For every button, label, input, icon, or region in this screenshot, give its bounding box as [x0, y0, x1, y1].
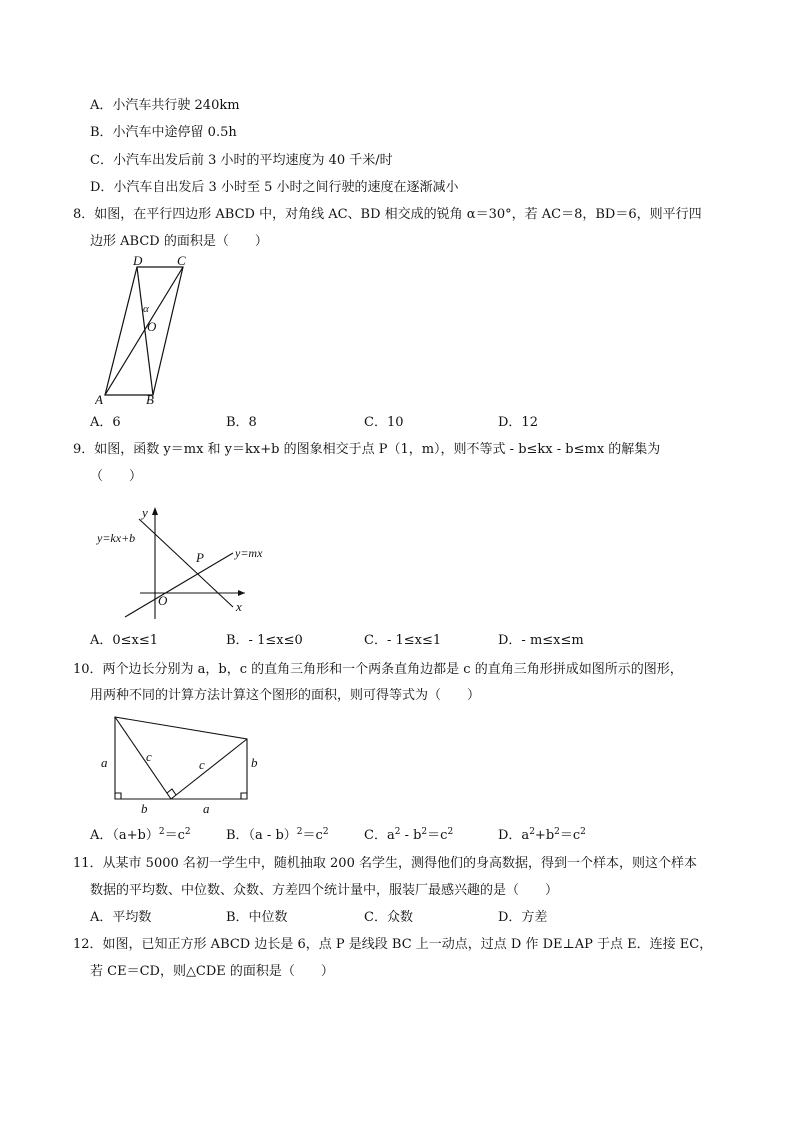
- q8-option-c: C．10: [364, 415, 404, 430]
- q8-stem-line2: 边形 ABCD 的面积是（ ）: [90, 234, 268, 249]
- q10-label-b-bottom: b: [141, 801, 148, 815]
- q10-stem-line1: 10．两个边长分别为 a，b，c 的直角三角形和一个两条直角边都是 c 的直角三角形拼成如图所示的图形，: [73, 662, 683, 677]
- q9-label-y: y: [142, 505, 148, 520]
- right-angle-mark-right: [241, 793, 247, 799]
- q9-option-b: B．- 1≤x≤0: [226, 633, 303, 648]
- q8-stem-line1: 8．如图，在平行四边形 ABCD 中，对角线 AC、BD 相交成的锐角 α＝30°，若 AC＝8，BD＝6，则平行四: [73, 207, 702, 222]
- q10-option-c: C．$a^2 - b^2=c^2$: [364, 827, 454, 843]
- q10-option-a: A．$(a+b)^2=c^2$: [90, 827, 191, 843]
- q8-label-alpha: α: [143, 303, 149, 315]
- q10-trapezoid-figure: [95, 713, 265, 815]
- q9-option-c: C．- 1≤x≤1: [364, 633, 442, 648]
- q7-option-c: C．小汽车出发后前 3 小时的平均速度为 40 千米/时: [90, 153, 393, 168]
- x-axis-arrow-icon: [238, 590, 245, 596]
- q9-label-line2: y=mx: [235, 546, 263, 560]
- diagonal-ac: [105, 267, 183, 395]
- q8-option-a: A．6: [90, 415, 121, 430]
- right-angle-mark-bottom: [167, 789, 176, 795]
- q11-option-d: D．方差: [498, 910, 548, 925]
- q9-stem-line2: （ ）: [90, 469, 143, 484]
- q10-label-a-bottom: a: [203, 801, 210, 815]
- right-angle-mark-left: [115, 793, 121, 799]
- q10-stem-line2: 用两种不同的计算方法计算这个图形的面积，则可得等式为（ ）: [90, 688, 481, 703]
- q10-option-b: B．$(a - b)^2=c^2$: [226, 827, 329, 843]
- q11-stem-line1: 11．从某市 5000 名初一学生中，随机抽取 200 名学生，测得他们的身高数据，得到一个样本，则这个样本: [73, 856, 697, 871]
- q9-function-graph: [95, 497, 280, 622]
- q7-option-d: D．小汽车自出发后 3 小时至 5 小时之间行驶的速度在逐渐减小: [90, 180, 459, 195]
- q8-option-d: D．12: [498, 415, 538, 430]
- q12-stem-line1: 12．如图，已知正方形 ABCD 边长是 6，点 P 是线段 BC 上一动点，过点 D 作 DE⊥AP 于点 E．连接 EC，: [73, 937, 713, 952]
- composite-trapezoid: [115, 717, 247, 799]
- line-kx-plus-b: [139, 519, 233, 607]
- q7-option-a: A．小汽车共行驶 240km: [90, 98, 240, 113]
- hypotenuse-left: [115, 717, 171, 799]
- q11-option-b: B．中位数: [226, 910, 288, 925]
- q10-label-a-left: a: [101, 755, 108, 770]
- q10-label-c-left: c: [146, 749, 152, 764]
- q12-stem-line2: 若 CE＝CD，则△CDE 的面积是（ ）: [90, 964, 334, 979]
- q10-option-d: D．$a^2+b^2=c^2$: [498, 827, 586, 843]
- q8-label-b: B: [146, 392, 154, 405]
- q10-label-c-right: c: [199, 757, 205, 772]
- q9-label-x: x: [236, 599, 242, 614]
- q9-option-d: D．- m≤x≤m: [498, 633, 584, 648]
- q11-option-a: A．平均数: [90, 910, 152, 925]
- q9-label-o: O: [158, 593, 168, 608]
- hypotenuse-right: [171, 739, 247, 799]
- q8-parallelogram-figure: [95, 255, 205, 405]
- q8-option-b: B．8: [226, 415, 257, 430]
- q11-stem-line2: 数据的平均数、中位数、众数、方差四个统计量中，服装厂最感兴趣的是（ ）: [90, 883, 559, 898]
- q9-label-p: P: [196, 550, 204, 565]
- q8-label-a: A: [95, 392, 103, 405]
- q8-label-o: O: [147, 319, 157, 334]
- y-axis-arrow-icon: [152, 507, 158, 515]
- q8-label-c: C: [177, 255, 186, 268]
- q9-label-line1: y=kx+b: [97, 531, 136, 545]
- line-mx: [125, 553, 233, 617]
- q11-option-c: C．众数: [364, 910, 413, 925]
- q10-label-b-right: b: [251, 755, 258, 770]
- q7-option-b: B．小汽车中途停留 0.5h: [90, 125, 237, 140]
- q9-stem-line1: 9．如图，函数 y＝mx 和 y＝kx+b 的图象相交于点 P（1，m），则不等式 - b≤kx - b≤mx 的解集为: [73, 442, 661, 457]
- q9-option-a: A．0≤x≤1: [90, 633, 159, 648]
- q8-label-d: D: [133, 255, 143, 268]
